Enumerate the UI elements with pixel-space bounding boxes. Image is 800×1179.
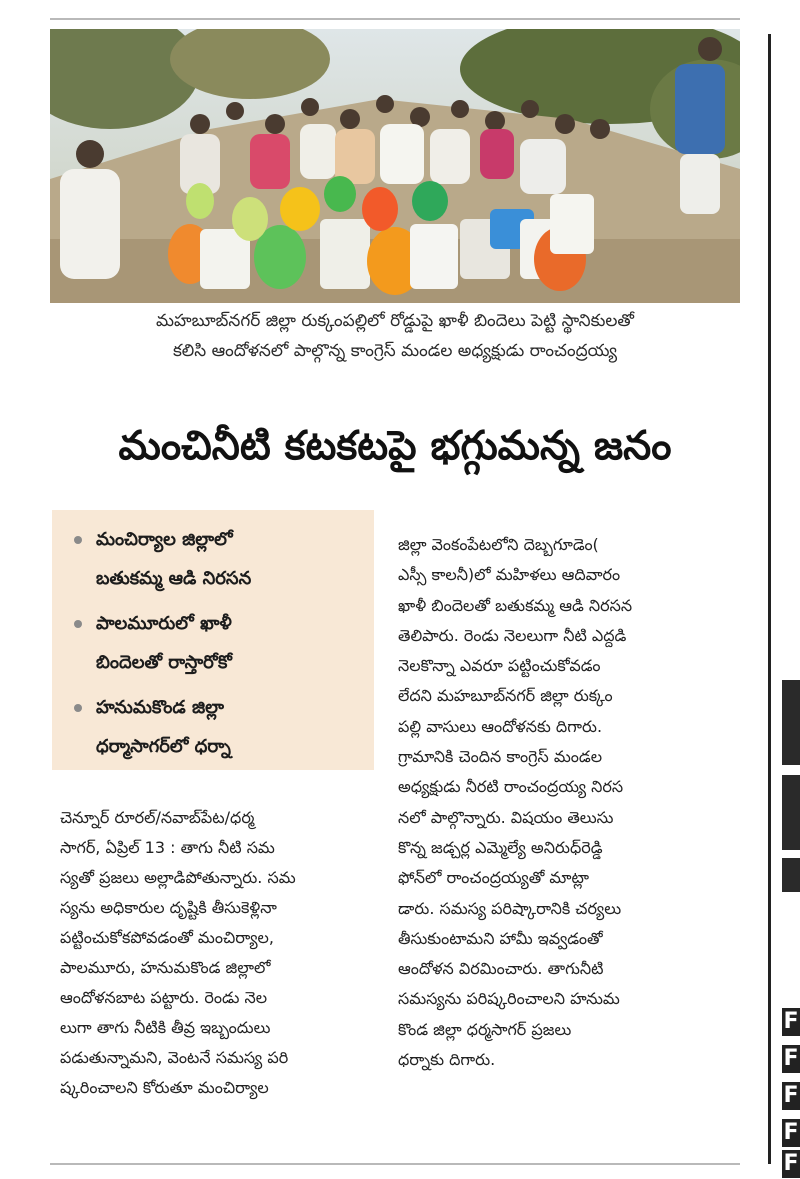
- body-line: కొన్న జడ్చర్ల ఎమ్మెల్యే అనిరుధ్‌రెడ్డి: [398, 837, 603, 857]
- highlights-box: [52, 510, 374, 770]
- column-divider: [768, 34, 771, 1164]
- body-line: పట్టించుకోకపోవడంతో మంచిర్యాల,: [60, 928, 274, 947]
- highlight-line: మంచిర్యాల జిల్లాలో: [96, 529, 233, 550]
- body-line: ఆందోళనబాట పట్టారు. రెండు నెల: [60, 988, 268, 1007]
- body-line: స్యను అధికారుల దృష్టికి తీసుకెళ్లినా: [60, 898, 277, 917]
- body-line: జిల్లా వెంకంపేటలోని దెబ్బగూడెం(: [398, 535, 599, 554]
- photo-caption: [50, 306, 740, 366]
- body-line: లుగా తాగు నీటికి తీవ్ర ఇబ్బందులు: [60, 1018, 271, 1037]
- protest-photo: [50, 29, 740, 303]
- body-line: గ్రామానికి చెందిన కాంగ్రెస్ మండల: [398, 747, 603, 767]
- highlight-line: బతుకమ్మ ఆడి నిరసన: [96, 568, 252, 589]
- highlight-line: హనుమకొండ జిల్లా: [96, 697, 224, 718]
- body-line: ఫోన్‌లో రాంచంద్రయ్యతో మాట్లా: [398, 868, 589, 888]
- body-line: సమస్యను పరిష్కరించాలని హనుమ: [398, 989, 620, 1009]
- body-line: ష్కరించాలని కోరుతూ మంచిర్యాల: [60, 1078, 269, 1097]
- body-line: నలో పాల్గొన్నారు. విషయం తెలుసు: [398, 807, 614, 827]
- body-line: స్యతో ప్రజలు అల్లాడిపోతున్నారు. సమ: [60, 868, 296, 887]
- bullet-icon: [74, 536, 82, 544]
- body-line: నెలకొన్నా ఎవరూ పట్టించుకోవడం: [398, 656, 601, 676]
- article-column-right: [398, 530, 740, 1075]
- caption-line: కలిసి ఆందోళనలో పాల్గొన్న కాంగ్రెస్ మండల అధ్యక్షుడు రాంచంద్రయ్య: [172, 341, 618, 361]
- top-rule: [50, 18, 740, 20]
- article-column-left: [60, 803, 378, 1103]
- body-line: పల్లి వాసులు ఆందోళనకు దిగారు.: [398, 716, 603, 736]
- edge-block: [782, 775, 800, 850]
- body-line: డారు. సమస్య పరిష్కారానికి చర్యలు: [398, 898, 622, 918]
- body-line: పాలమూరు, హనుమకొండ జిల్లాలో: [60, 958, 271, 977]
- body-line: లేదని మహబూబ్‌నగర్ జిల్లా రుక్కం: [398, 686, 613, 706]
- caption-line: మహబూబ్‌నగర్ జిల్లా రుక్కంపల్లిలో రోడ్డుపై ఖాళీ బిందెలు పెట్టి స్థానికులతో: [156, 311, 634, 331]
- highlight-line: ధర్మాసాగర్‌లో ధర్నా: [96, 736, 231, 757]
- edge-letter: F: [783, 1009, 799, 1034]
- edge-letter: F: [783, 1151, 799, 1176]
- body-line: ఎస్సీ కాలనీ)లో మహిళలు ఆదివారం: [398, 565, 621, 585]
- edge-letter: F: [783, 1046, 799, 1071]
- highlight-item: [74, 520, 368, 598]
- highlight-item: [74, 688, 368, 766]
- adjacent-column-edge: [760, 0, 800, 1179]
- edge-letter: F: [783, 1083, 799, 1108]
- headline: మంచినీటి కటకటపై భగ్గుమన్న జనం: [118, 423, 672, 469]
- body-line: ఖాళీ బిందెలతో బతుకమ్మ ఆడి నిరసన: [398, 595, 633, 615]
- body-line: ఆందోళన విరమించారు. తాగునీటి: [398, 959, 604, 979]
- bottom-rule: [50, 1163, 740, 1165]
- bullet-icon: [74, 620, 82, 628]
- edge-letter: F: [783, 1120, 799, 1145]
- body-line: ధర్నాకు దిగారు.: [398, 1050, 496, 1070]
- body-line: పడుతున్నామని, వెంటనే సమస్య పరి: [60, 1048, 289, 1067]
- highlight-line: పాలమూరులో ఖాళీ: [96, 613, 232, 634]
- body-line: కొండ జిల్లా ధర్మసాగర్ ప్రజలు: [398, 1019, 572, 1039]
- body-line: తెలిపారు. రెండు నెలలుగా నీటి ఎద్దడి: [398, 625, 627, 645]
- body-line: సాగర్, ఏప్రిల్ 13 : తాగు నీటి సమ: [60, 838, 275, 857]
- highlight-line: బిందెలతో రాస్తారోకో: [96, 652, 232, 673]
- edge-block: [782, 858, 800, 892]
- body-line: తీసుకుంటామని హామీ ఇవ్వడంతో: [398, 928, 603, 948]
- highlight-item: [74, 604, 368, 682]
- body-line: చెన్నూర్ రూరల్/నవాబ్‌పేట/ధర్మ: [60, 808, 255, 827]
- bullet-icon: [74, 704, 82, 712]
- body-line: అధ్యక్షుడు నీరటి రాంచంద్రయ్య నిరస: [398, 777, 624, 797]
- edge-block: [782, 680, 800, 765]
